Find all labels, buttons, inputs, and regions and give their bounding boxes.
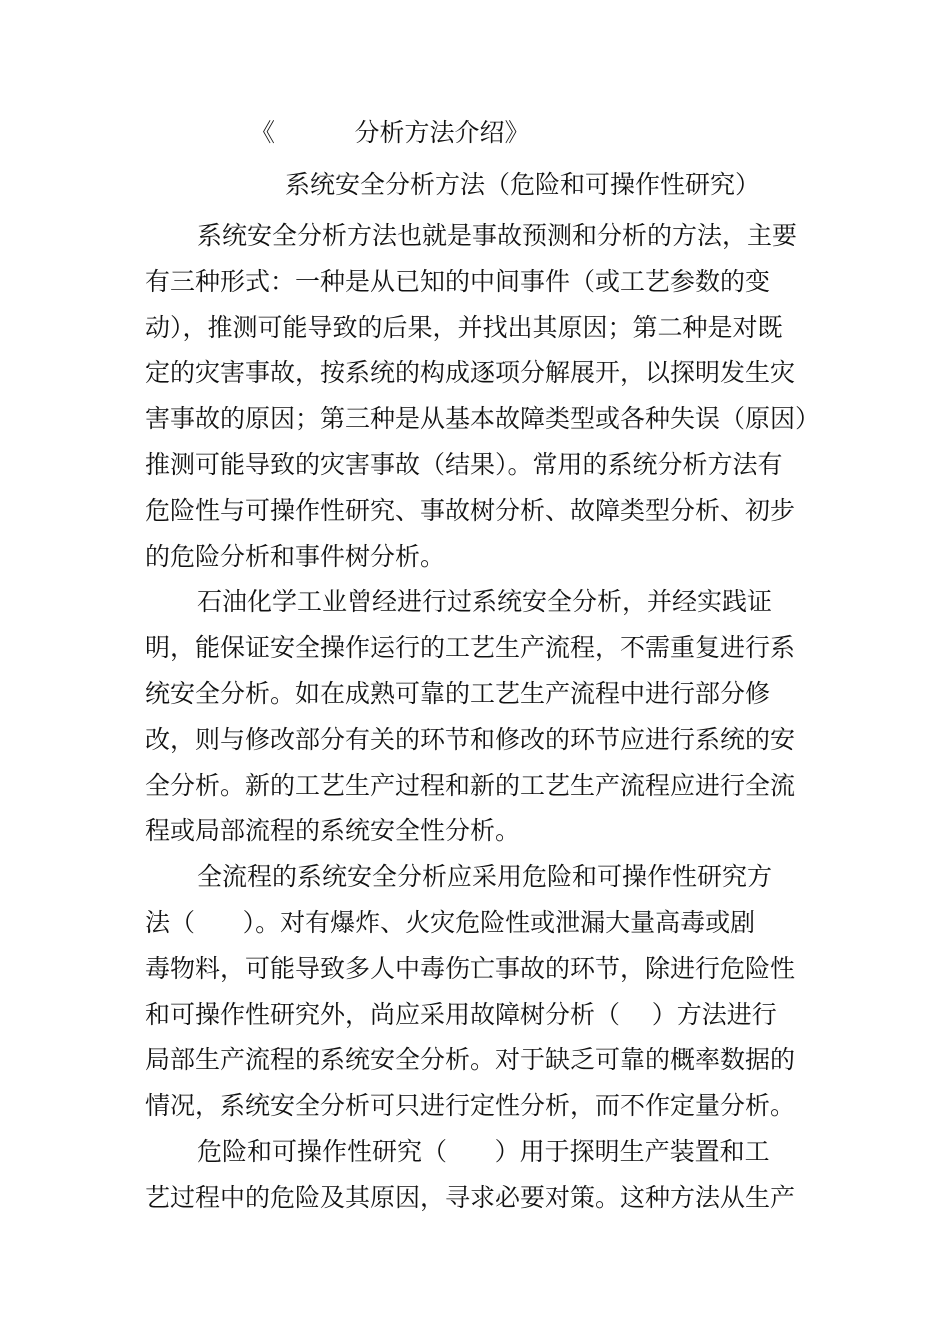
text-line: 全流程的系统安全分析应采用危险和可操作性研究方 — [197, 862, 773, 892]
text-line: 毒物料，可能导致多人中毒伤亡事故的环节，除进行危险性 — [145, 953, 796, 983]
document-title: 《 分析方法介绍》 — [250, 118, 530, 147]
text-line: 法（ ）。对有爆炸、火灾危险性或泄漏大量高毒或剧 — [145, 907, 756, 937]
body-text — [145, 218, 835, 1226]
text-line: 情况，系统安全分析可只进行定性分析，而不作定量分析。 — [145, 1091, 796, 1121]
text-line: 局部生产流程的系统安全分析。对于缺乏可靠的概率数据的 — [145, 1045, 796, 1075]
text-line: 统安全分析。如在成熟可靠的工艺生产流程中进行部分修 — [145, 678, 771, 708]
text-line: 有三种形式：一种是从已知的中间事件（或工艺参数的变 — [145, 266, 771, 296]
document-subtitle: 系统安全分析方法（危险和可操作性研究） — [285, 170, 761, 199]
text-line: 危险和可操作性研究（ ）用于探明生产装置和工 — [197, 1136, 770, 1166]
text-line: 全分析。新的工艺生产过程和新的工艺生产流程应进行全流 — [145, 770, 796, 800]
text-line: 系统安全分析方法也就是事故预测和分析的方法，主要 — [197, 221, 798, 250]
text-line: 石油化学工业曾经进行过系统安全分析，并经实践证 — [197, 587, 773, 617]
text-line: 明，能保证安全操作运行的工艺生产流程，不需重复进行系 — [145, 633, 796, 663]
text-line: 定的灾害事故，按系统的构成逐项分解展开，以探明发生灾 — [145, 358, 796, 388]
text-line: 艺过程中的危险及其原因，寻求必要对策。这种方法从生产 — [145, 1182, 796, 1212]
text-line: 推测可能导致的灾害事故（结果）。常用的系统分析方法有 — [145, 449, 783, 479]
text-line: 动），推测可能导致的后果，并找出其原因；第二种是对既 — [145, 312, 783, 342]
text-line: 程或局部流程的系统安全性分析。 — [145, 816, 521, 846]
text-line: 改，则与修改部分有关的环节和修改的环节应进行系统的安 — [145, 724, 796, 754]
text-line: 的危险分析和事件树分析。 — [145, 541, 446, 571]
text-line: 害事故的原因；第三种是从基本故障类型或各种失误（原因） — [145, 404, 821, 434]
text-line: 危险性与可操作性研究、事故树分析、故障类型分析、初步 — [145, 495, 796, 525]
text-line: 和可操作性研究外，尚应采用故障树分析（ ）方法进行 — [145, 999, 777, 1029]
